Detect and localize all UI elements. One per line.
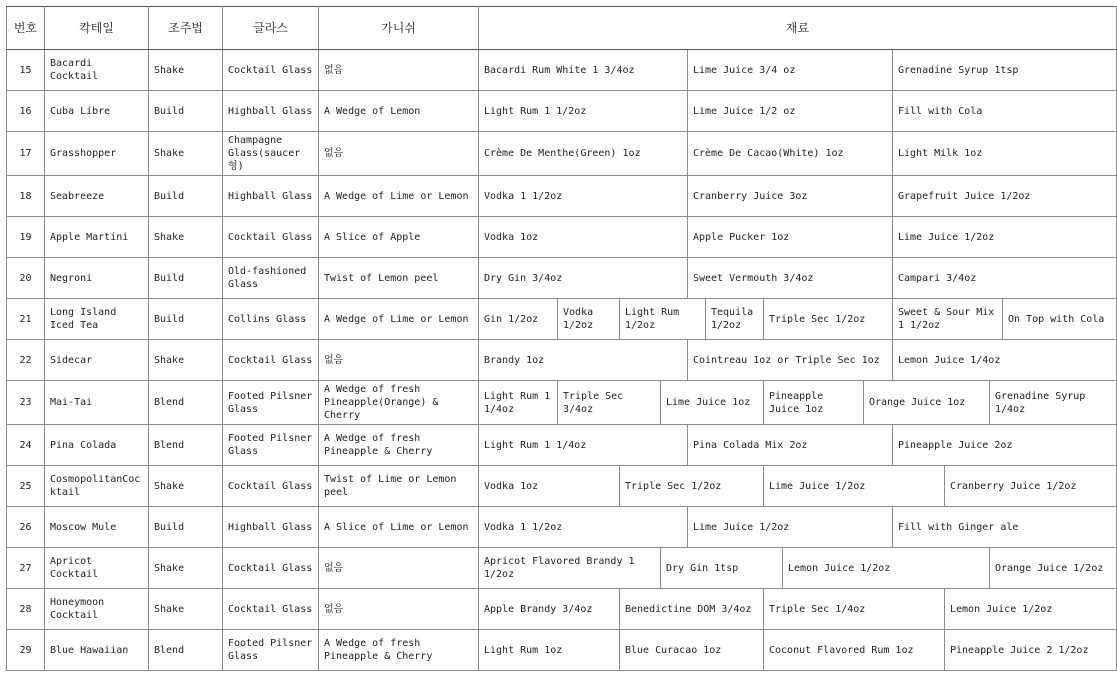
cell-garnish: A Wedge of Lemon <box>319 91 479 132</box>
cell-garnish: 없음 <box>319 548 479 589</box>
cell-method: Shake <box>149 589 223 630</box>
cell-ingredient: Light Rum 1/2oz <box>620 299 706 340</box>
table-row <box>7 589 1117 630</box>
cell-cocktail-name: Apricot Cocktail <box>45 548 149 589</box>
cell-garnish: Twist of Lime or Lemon peel <box>319 466 479 507</box>
cell-garnish: A Wedge of Lime or Lemon <box>319 299 479 340</box>
header-garnish: 가니쉬 <box>319 7 479 50</box>
cell-cocktail-name: Grasshopper <box>45 132 149 176</box>
cell-ingredient: Lemon Juice 1/2oz <box>945 589 1117 630</box>
cell-num: 15 <box>7 50 45 91</box>
cell-num: 27 <box>7 548 45 589</box>
cell-ingredient: Orange Juice 1oz <box>864 381 990 425</box>
cell-ingredient: Pineapple Juice 1oz <box>764 381 864 425</box>
cell-num: 20 <box>7 258 45 299</box>
cell-cocktail-name: Blue Hawaiian <box>45 630 149 671</box>
cell-ingredient: Cranberry Juice 1/2oz <box>945 466 1117 507</box>
cell-method: Shake <box>149 548 223 589</box>
cell-ingredient: Pina Colada Mix 2oz <box>688 425 893 466</box>
cell-ingredient: Grenadine Syrup 1tsp <box>893 50 1117 91</box>
cell-glass: Footed Pilsner Glass <box>223 630 319 671</box>
table-row <box>7 507 1117 548</box>
cell-ingredient: Lemon Juice 1/4oz <box>893 340 1117 381</box>
cell-glass: Cocktail Glass <box>223 340 319 381</box>
cell-ingredient: Light Rum 1 1/2oz <box>479 91 688 132</box>
cell-method: Build <box>149 91 223 132</box>
cell-ingredient: Triple Sec 1/2oz <box>620 466 764 507</box>
table-row <box>7 340 1117 381</box>
cell-ingredient: Crème De Menthe(Green) 1oz <box>479 132 688 176</box>
cell-ingredient: Benedictine DOM 3/4oz <box>620 589 764 630</box>
cell-ingredient: Pineapple Juice 2oz <box>893 425 1117 466</box>
cell-glass: Cocktail Glass <box>223 466 319 507</box>
cell-cocktail-name: Long Island Iced Tea <box>45 299 149 340</box>
cell-ingredient: Coconut Flavored Rum 1oz <box>764 630 945 671</box>
cell-ingredient: Fill with Ginger ale <box>893 507 1117 548</box>
cell-ingredient: Lime Juice 1/2 oz <box>688 91 893 132</box>
cell-ingredient: Gin 1/2oz <box>479 299 558 340</box>
cell-ingredient: Cointreau 1oz or Triple Sec 1oz <box>688 340 893 381</box>
cell-cocktail-name: Apple Martini <box>45 217 149 258</box>
table-row <box>7 299 1117 340</box>
cell-glass: Footed Pilsner Glass <box>223 425 319 466</box>
cell-garnish: A Wedge of fresh Pineapple(Orange) & Cherry <box>319 381 479 425</box>
cell-ingredient: Triple Sec 1/2oz <box>764 299 893 340</box>
cell-garnish: A Wedge of fresh Pineapple & Cherry <box>319 630 479 671</box>
cell-cocktail-name: Moscow Mule <box>45 507 149 548</box>
cell-ingredient: Lime Juice 3/4 oz <box>688 50 893 91</box>
table-row <box>7 217 1117 258</box>
cell-method: Build <box>149 299 223 340</box>
cell-ingredient: Grapefruit Juice 1/2oz <box>893 176 1117 217</box>
cell-ingredient: Lemon Juice 1/2oz <box>783 548 990 589</box>
table-row <box>7 91 1117 132</box>
cell-ingredient: On Top with Cola <box>1003 299 1117 340</box>
cell-cocktail-name: Mai-Tai <box>45 381 149 425</box>
table-row <box>7 548 1117 589</box>
cell-method: Shake <box>149 50 223 91</box>
cell-method: Build <box>149 507 223 548</box>
cell-cocktail-name: CosmopolitanCocktail <box>45 466 149 507</box>
cell-cocktail-name: Bacardi Cocktail <box>45 50 149 91</box>
cell-ingredient: Lime Juice 1oz <box>661 381 764 425</box>
cell-glass: Cocktail Glass <box>223 589 319 630</box>
cell-num: 16 <box>7 91 45 132</box>
table-row <box>7 425 1117 466</box>
header-num: 번호 <box>7 7 45 50</box>
cell-glass: Collins Glass <box>223 299 319 340</box>
cell-num: 24 <box>7 425 45 466</box>
cell-ingredient: Fill with Cola <box>893 91 1117 132</box>
cell-method: Blend <box>149 425 223 466</box>
cell-num: 28 <box>7 589 45 630</box>
cell-glass: Highball Glass <box>223 91 319 132</box>
table-row <box>7 132 1117 176</box>
table-row <box>7 466 1117 507</box>
cell-garnish: A Wedge of Lime or Lemon <box>319 176 479 217</box>
cell-ingredient: Crème De Cacao(White) 1oz <box>688 132 893 176</box>
cell-ingredient: Apricot Flavored Brandy 1 1/2oz <box>479 548 661 589</box>
cell-cocktail-name: Sidecar <box>45 340 149 381</box>
cell-num: 22 <box>7 340 45 381</box>
cell-glass: Cocktail Glass <box>223 217 319 258</box>
cell-num: 23 <box>7 381 45 425</box>
cell-glass: Champagne Glass(saucer형) <box>223 132 319 176</box>
cell-garnish: 없음 <box>319 50 479 91</box>
cell-ingredient: Vodka 1 1/2oz <box>479 176 688 217</box>
cell-ingredient: Lime Juice 1/2oz <box>893 217 1117 258</box>
cell-ingredient: Grenadine Syrup 1/4oz <box>990 381 1117 425</box>
header-ingredients: 재료 <box>479 7 1117 50</box>
cell-cocktail-name: Pina Colada <box>45 425 149 466</box>
cell-ingredient: Vodka 1 1/2oz <box>479 507 688 548</box>
cell-num: 17 <box>7 132 45 176</box>
cell-num: 21 <box>7 299 45 340</box>
cell-garnish: 없음 <box>319 340 479 381</box>
cell-glass: Footed Pilsner Glass <box>223 381 319 425</box>
cell-garnish: 없음 <box>319 589 479 630</box>
cell-ingredient: Campari 3/4oz <box>893 258 1117 299</box>
cell-ingredient: Lime Juice 1/2oz <box>764 466 945 507</box>
cell-ingredient: Dry Gin 1tsp <box>661 548 783 589</box>
cell-method: Blend <box>149 630 223 671</box>
cell-ingredient: Apple Brandy 3/4oz <box>479 589 620 630</box>
cell-num: 29 <box>7 630 45 671</box>
table-row <box>7 50 1117 91</box>
cell-method: Blend <box>149 381 223 425</box>
cell-ingredient: Brandy 1oz <box>479 340 688 381</box>
cell-garnish: A Slice of Apple <box>319 217 479 258</box>
cell-ingredient: Tequila 1/2oz <box>706 299 764 340</box>
table-row <box>7 258 1117 299</box>
cell-method: Build <box>149 176 223 217</box>
cell-num: 26 <box>7 507 45 548</box>
cell-ingredient: Orange Juice 1/2oz <box>990 548 1117 589</box>
cell-glass: Highball Glass <box>223 507 319 548</box>
cell-garnish: 없음 <box>319 132 479 176</box>
cell-garnish: A Slice of Lime or Lemon <box>319 507 479 548</box>
cell-ingredient: Triple Sec 3/4oz <box>558 381 661 425</box>
cell-garnish: Twist of Lemon peel <box>319 258 479 299</box>
cell-ingredient: Dry Gin 3/4oz <box>479 258 688 299</box>
table-body <box>7 50 1117 671</box>
cell-ingredient: Light Rum 1oz <box>479 630 620 671</box>
cell-method: Build <box>149 258 223 299</box>
cell-method: Shake <box>149 132 223 176</box>
cell-ingredient: Vodka 1oz <box>479 466 620 507</box>
cocktail-recipe-table <box>6 6 1117 671</box>
table-header <box>7 7 1117 50</box>
cell-method: Shake <box>149 217 223 258</box>
cell-cocktail-name: Negroni <box>45 258 149 299</box>
cell-ingredient: Bacardi Rum White 1 3/4oz <box>479 50 688 91</box>
header-cocktail: 칵테일 <box>45 7 149 50</box>
cell-ingredient: Vodka 1oz <box>479 217 688 258</box>
cell-ingredient: Cranberry Juice 3oz <box>688 176 893 217</box>
cell-cocktail-name: Seabreeze <box>45 176 149 217</box>
cell-ingredient: Blue Curacao 1oz <box>620 630 764 671</box>
cell-ingredient: Sweet & Sour Mix 1 1/2oz <box>893 299 1003 340</box>
table-row <box>7 176 1117 217</box>
header-glass: 글라스 <box>223 7 319 50</box>
cell-ingredient: Pineapple Juice 2 1/2oz <box>945 630 1117 671</box>
cell-num: 18 <box>7 176 45 217</box>
cell-method: Shake <box>149 466 223 507</box>
cell-ingredient: Triple Sec 1/4oz <box>764 589 945 630</box>
cell-method: Shake <box>149 340 223 381</box>
cell-ingredient: Sweet Vermouth 3/4oz <box>688 258 893 299</box>
cell-ingredient: Light Rum 1 1/4oz <box>479 381 558 425</box>
cell-glass: Cocktail Glass <box>223 50 319 91</box>
table-row <box>7 381 1117 425</box>
cell-ingredient: Light Milk 1oz <box>893 132 1117 176</box>
cell-cocktail-name: Honeymoon Cocktail <box>45 589 149 630</box>
header-row <box>7 7 1117 50</box>
cell-ingredient: Light Rum 1 1/4oz <box>479 425 688 466</box>
table-row <box>7 630 1117 671</box>
cell-glass: Old-fashioned Glass <box>223 258 319 299</box>
cell-glass: Highball Glass <box>223 176 319 217</box>
cell-num: 25 <box>7 466 45 507</box>
cell-num: 19 <box>7 217 45 258</box>
cell-ingredient: Apple Pucker 1oz <box>688 217 893 258</box>
cell-ingredient: Lime Juice 1/2oz <box>688 507 893 548</box>
cell-glass: Cocktail Glass <box>223 548 319 589</box>
cell-ingredient: Vodka 1/2oz <box>558 299 620 340</box>
cell-cocktail-name: Cuba Libre <box>45 91 149 132</box>
header-method: 조주법 <box>149 7 223 50</box>
cell-garnish: A Wedge of fresh Pineapple & Cherry <box>319 425 479 466</box>
